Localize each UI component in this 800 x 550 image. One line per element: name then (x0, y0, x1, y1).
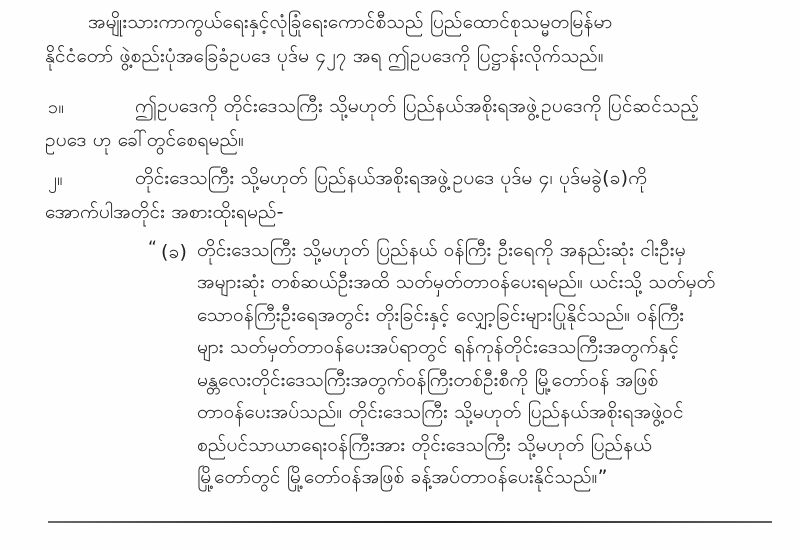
quote-line: တာဝန်ပေးအပ်သည်။ တိုင်းဒေသကြီး သို့မဟုတ် ပြည်နယ်အစိုးရအဖွဲ့ဝင် (197, 401, 684, 423)
section-2-line: တိုင်းဒေသကြီး သို့မဟုတ် ပြည်နယ်အစိုးရအဖွဲ့ဥပဒေ ပုဒ်မ ၄၊ ပုဒ်မခွဲ(ခ)ကို (135, 167, 648, 189)
section-1-line: ဤဥပဒေကို တိုင်းဒေသကြီး သို့မဟုတ် ပြည်နယ်အစိုးရအဖွဲ့ဥပဒေကို ပြင်ဆင်သည့် (135, 95, 700, 117)
intro-line: အမျိုးသားကာကွယ်ရေးနှင့်လုံခြုံရေးကောင်စီသည် ပြည်ထောင်စုသမ္မတမြန်မာ (88, 11, 613, 33)
quote-line: သောဝန်ကြီးဦးရေအတွင်း တိုးခြင်းနှင့် လျှော့ခြင်းများပြုနိုင်သည်။ ဝန်ကြီး (197, 304, 685, 326)
intro-line: နိုင်ငံတော် ဖွဲ့စည်းပုံအခြေခံဥပဒေ ပုဒ်မ ၄၂၇ အရ ဤဥပဒေကို ပြဋ္ဌာန်းလိုက်သည်။ (45, 45, 604, 67)
section-2-line: အောက်ပါအတိုင်း အစားထိုးရမည်- (45, 201, 284, 223)
footer-rule (48, 521, 772, 523)
section-number-2: ၂။ (48, 169, 63, 190)
quote-line: မြို့တော်တွင် မြို့တော်ဝန်အဖြစ် ခန့်အပ်တာဝန်ပေးနိုင်သည်။” (197, 466, 608, 488)
section-number-1: ၁။ (48, 97, 64, 118)
quote-line: မန္တလေးတိုင်းဒေသကြီးအတွက်ဝန်ကြီးတစ်ဦးစီကို မြို့တော်ဝန် အဖြစ် (197, 369, 659, 391)
quote-line: အများဆုံး တစ်ဆယ်ဦးအထိ သတ်မှတ်တာဝန်ပေးရမည်။ ယင်းသို့ သတ်မှတ် (197, 271, 716, 293)
sub-clause-label: (ခ) (161, 241, 188, 263)
quote-line: စည်ပင်သာယာရေးဝန်ကြီးအား တိုင်းဒေသကြီး သို့မဟုတ် ပြည်နယ် (197, 434, 652, 456)
section-1-line: ဥပဒေ ဟု ခေါ်တွင်စေရမည်။ (45, 129, 245, 151)
quote-line: များ သတ်မှတ်တာဝန်ပေးအပ်ရာတွင် ရန်ကုန်တိုင်းဒေသကြီးအတွက်နှင့် (197, 336, 680, 358)
quote-line: တိုင်းဒေသကြီး သို့မဟုတ် ပြည်နယ် ဝန်ကြီး ဦးရေကို အနည်းဆုံး ငါးဦးမှ (197, 239, 686, 261)
quote-open-mark: “ (148, 238, 158, 258)
